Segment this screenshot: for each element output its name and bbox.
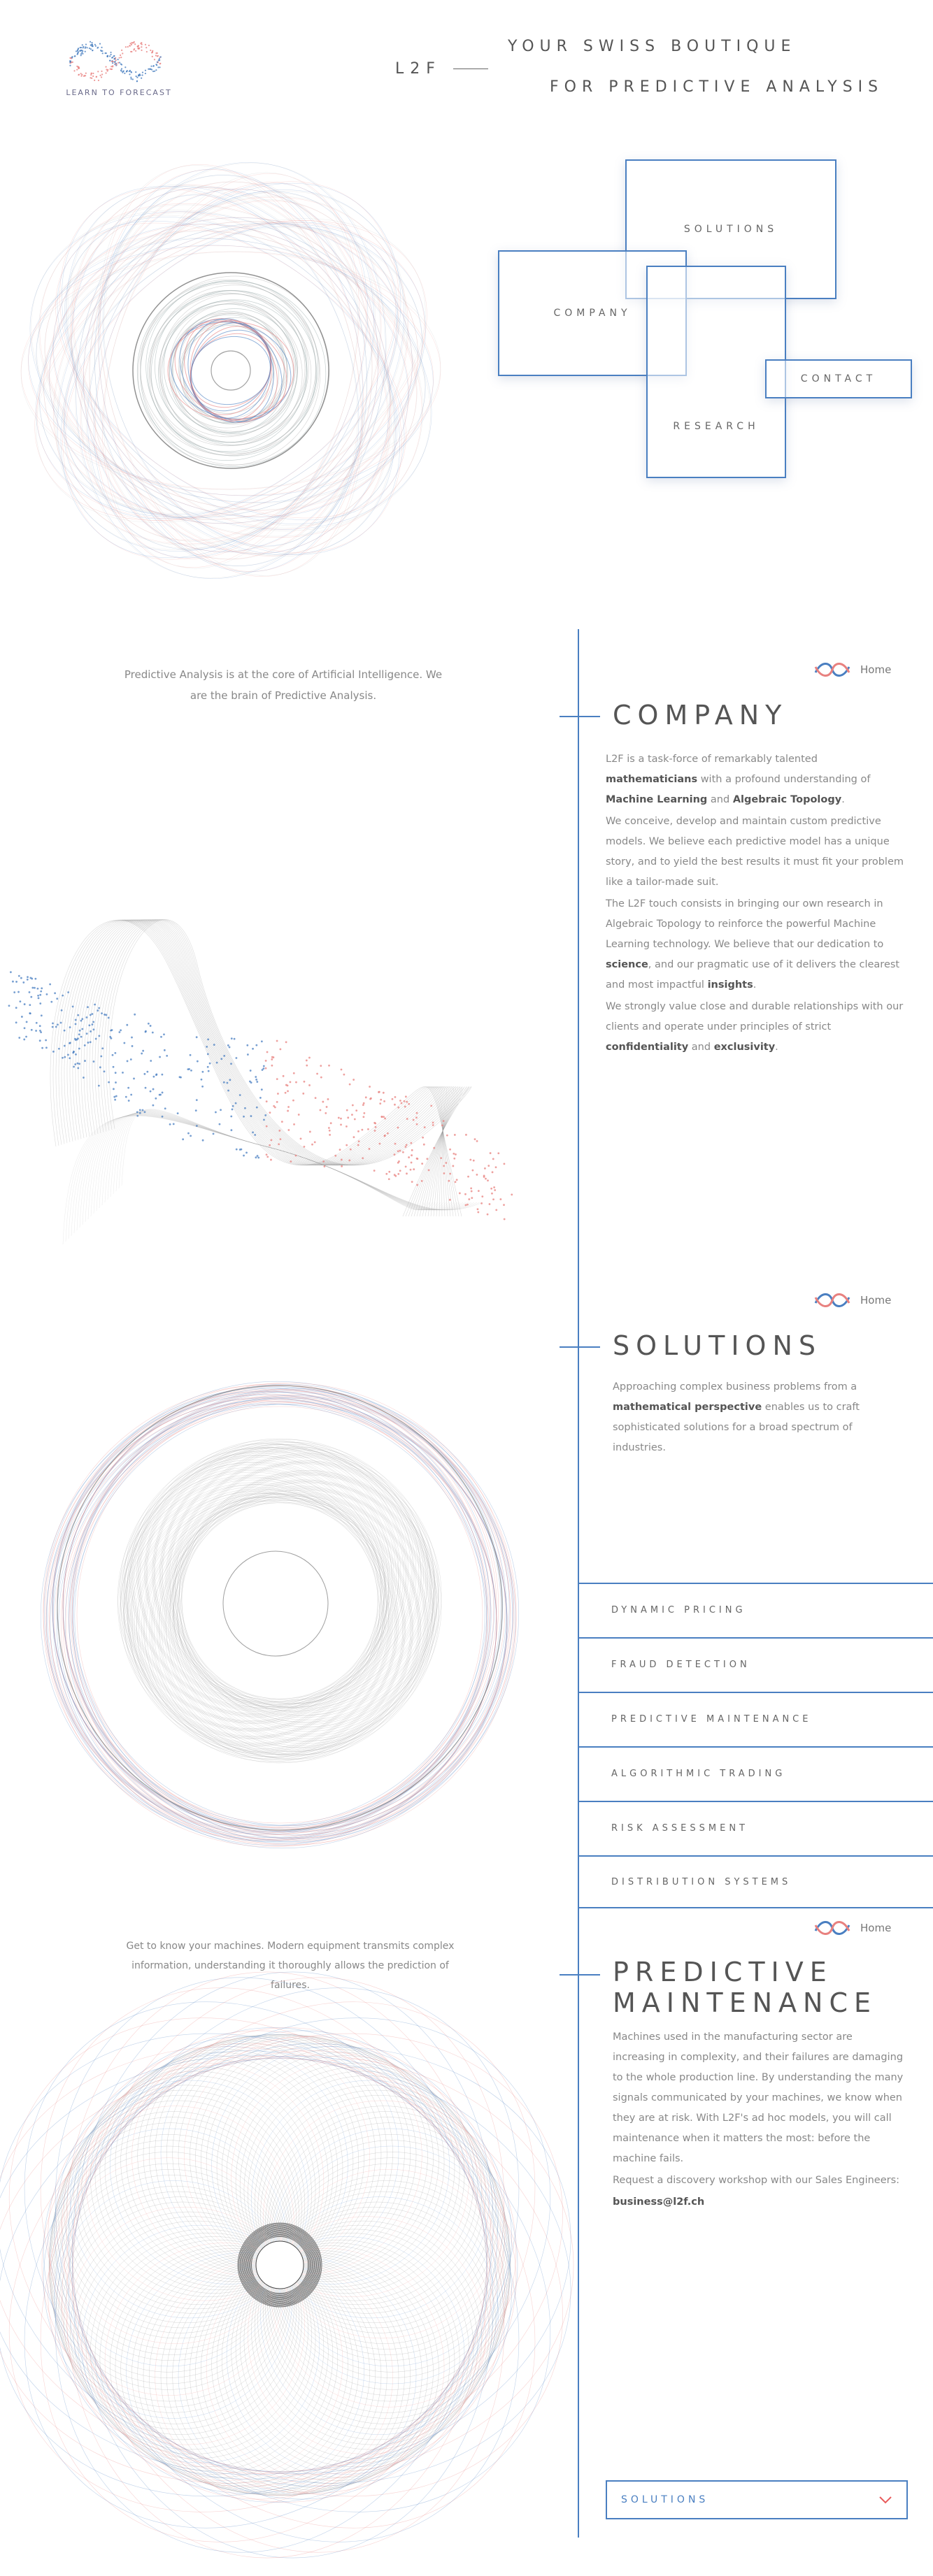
maintenance-title — [613, 1957, 877, 2018]
maintenance-paragraph-2: Request a discovery workshop with our Sales Engineers: — [613, 2175, 900, 2186]
hero-spirograph-art — [7, 136, 483, 584]
solution-item-fraud-detection[interactable]: FRAUD DETECTION — [578, 1637, 933, 1690]
maintenance-title-line-2: MAINTENANCE — [613, 1987, 878, 2018]
maintenance-email-link[interactable]: business@l2f.ch — [613, 2196, 705, 2208]
company-intro-text: Predictive Analysis is at the core of Artificial Intelligence. We are the brain of Predictive Analysis. — [124, 668, 443, 702]
home-link-label: Home — [860, 663, 892, 676]
nav-company-box[interactable]: COMPANY — [498, 250, 687, 376]
home-link-maintenance[interactable] — [811, 1915, 891, 1941]
company-paragraph-2: We conceive, develop and maintain custom predictive models. We believe each predictive model has a unique story, and to yield the best results it must fit your problem like a tailor-made suit. — [606, 816, 904, 888]
home-link-solutions[interactable] — [811, 1288, 891, 1313]
section-select-dropdown[interactable] — [606, 2480, 908, 2519]
maintenance-title-line-1: PREDICTIVE — [613, 1957, 833, 1987]
company-title: COMPANY — [613, 700, 788, 731]
tagline-line-1: YOUR SWISS BOUTIQUE — [508, 38, 797, 55]
brand-name[interactable]: L2F — [395, 60, 441, 78]
maintenance-wheel-art — [0, 2006, 560, 2538]
company-title-rule — [560, 716, 600, 717]
home-logo-icon — [811, 1915, 853, 1941]
solutions-title-rule — [560, 1346, 600, 1348]
solution-item-risk-assessment[interactable]: RISK ASSESSMENT — [578, 1801, 933, 1854]
solutions-body — [613, 1377, 892, 1460]
solutions-title: SOLUTIONS — [613, 1330, 822, 1361]
solution-item-predictive-maintenance[interactable]: PREDICTIVE MAINTENANCE — [578, 1692, 933, 1745]
tagline-line-2: FOR PREDICTIVE ANALYSIS — [550, 78, 884, 96]
home-link-label: Home — [860, 1922, 892, 1934]
company-scatter-art — [0, 853, 553, 1272]
home-logo-icon — [811, 1288, 853, 1313]
maintenance-paragraph-1: Machines used in the manufacturing sector are increasing in complexity, and their failures are damaging to the whole production line. By understanding the many signals communicated by your machines, we know when they are at risk. With L2F's ad hoc models, you will call maintenance when it matters the most: before the machine fails. — [613, 2031, 904, 2164]
solution-item-dynamic-pricing[interactable]: DYNAMIC PRICING — [578, 1583, 933, 1636]
home-link-label: Home — [860, 1294, 892, 1307]
chevron-down-icon — [878, 2496, 892, 2504]
company-paragraph-4: We strongly value close and durable relationships with our clients and operate under principles of strict confidentiality and exclusivity. — [606, 1001, 904, 1053]
nav-contact-box[interactable]: CONTACT — [765, 359, 912, 398]
maintenance-intro-text: Get to know your machines. Modern equipment transmits complex information, understanding it thoroughly allows the prediction of failures. — [126, 1941, 455, 1991]
nav-solutions-box[interactable]: SOLUTIONS — [625, 159, 836, 299]
section-select-value: SOLUTIONS — [621, 2494, 709, 2505]
company-paragraph-1: L2F is a task-force of remarkably talented mathematicians with a profound understanding of Machine Learning and Algebraic Topology. — [606, 754, 871, 805]
maintenance-body — [613, 2027, 908, 2214]
home-logo-icon — [811, 657, 853, 682]
logo-caption: LEARN TO FORECAST — [66, 88, 172, 97]
maintenance-title-rule — [560, 1974, 600, 1976]
home-link-company[interactable] — [811, 657, 891, 682]
solution-item-distribution-systems[interactable]: DISTRIBUTION SYSTEMS — [578, 1855, 933, 1908]
nav-research-box[interactable]: RESEARCH — [646, 266, 786, 478]
company-paragraph-3: The L2F touch consists in bringing our own research in Algebraic Topology to reinforce the powerful Machine Learning technology. We believe that our dedication to science, and our pragmatic use of it delivers the clearest and most impactful insights. — [606, 898, 900, 991]
solutions-rings-art — [49, 1349, 539, 1839]
solutions-paragraph-1: Approaching complex business problems from a mathematical perspective enables us to craft sophisticated solutions for a broad spectrum of industries. — [613, 1381, 860, 1453]
company-body — [606, 749, 908, 1059]
solution-item-algorithmic-trading[interactable]: ALGORITHMIC TRADING — [578, 1746, 933, 1799]
